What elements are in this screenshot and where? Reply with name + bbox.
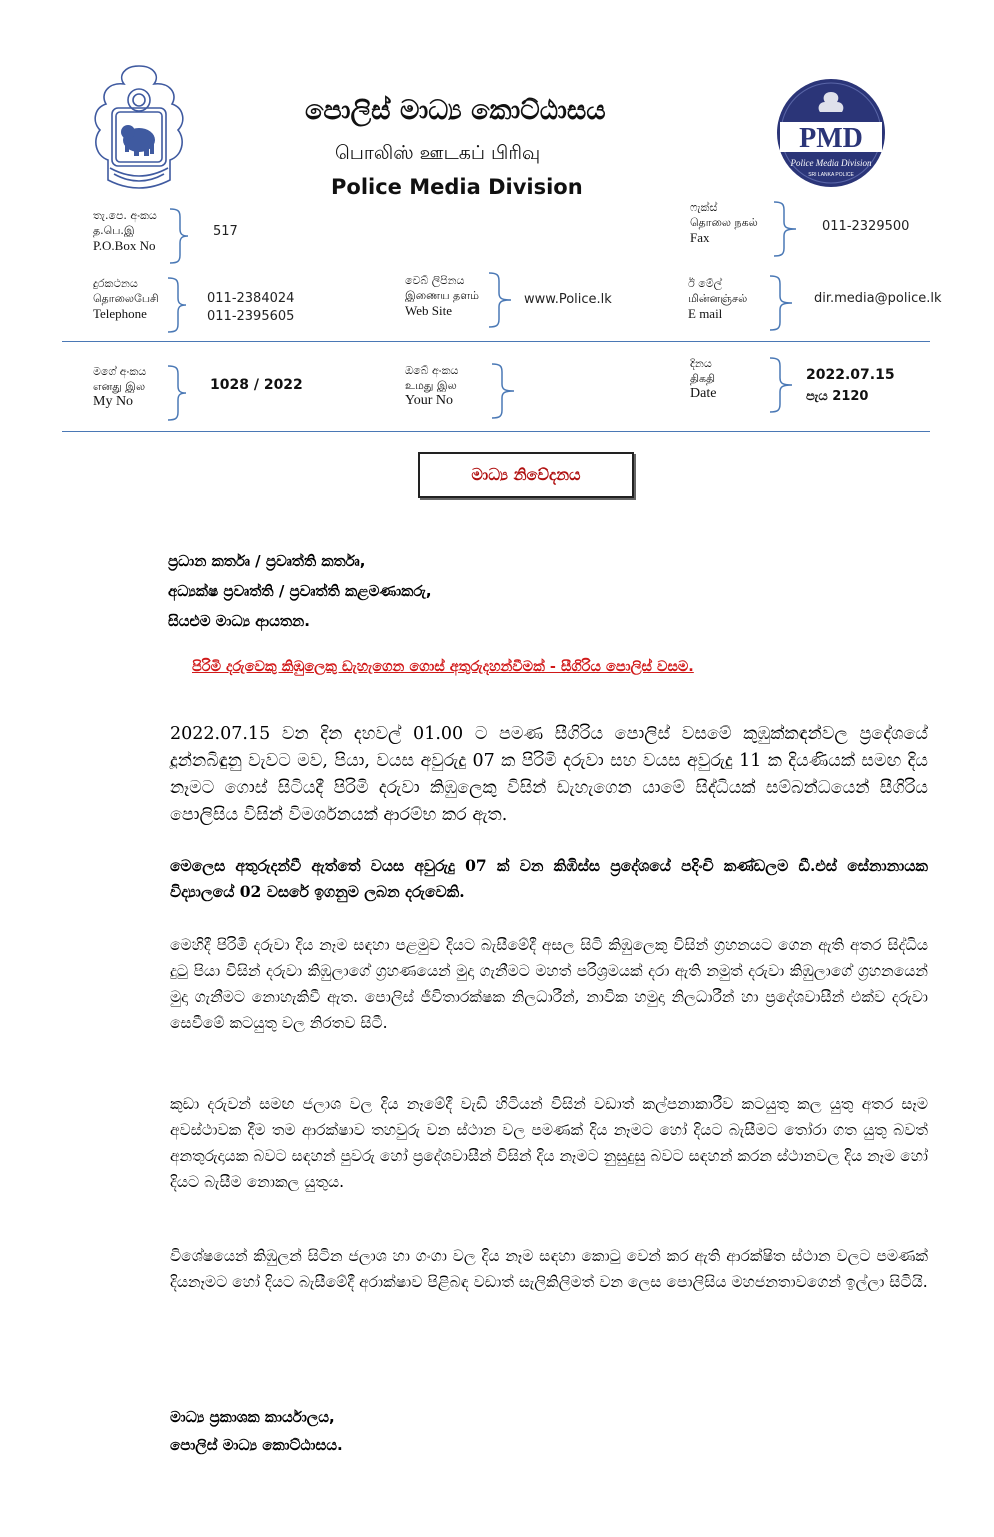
signature-block bbox=[170, 1403, 343, 1459]
pmd-logo-subtext: Police Media Division bbox=[790, 158, 872, 168]
addressee-line: සියළුම මාධ්‍ය ආයතන. bbox=[168, 612, 310, 630]
addressee-line: ප්‍රධාන කර්තෘ / ප්‍රවෘත්ති කර්තෘ, bbox=[168, 552, 366, 570]
pobox-value: 517 bbox=[213, 224, 238, 239]
pobox-brace bbox=[168, 207, 192, 265]
reference-divider bbox=[62, 431, 930, 432]
telephone-brace bbox=[166, 276, 190, 334]
addressee-line: අධ්‍යක්ෂ ප්‍රවෘත්ති / ප්‍රවෘත්ති කළමණාකරු, bbox=[168, 582, 432, 600]
website-value: www.Police.lk bbox=[524, 292, 612, 307]
doc-type-label: මාධ්‍ය නිවේදනය bbox=[471, 465, 581, 484]
header-title-si: පොලිස් මාධ්‍ය කොට්ඨාසය bbox=[305, 95, 606, 126]
pobox-label: තැ.පෙ. අංකය த.பெ.இ P.O.Box No bbox=[93, 209, 157, 253]
fax-label: ෆැක්ස් தொலை நகல் Fax bbox=[690, 201, 758, 245]
pmd-logo-bottom: SRI LANKA POLICE bbox=[808, 172, 854, 178]
my-no-label: මගේ අංකය எனது இல My No bbox=[93, 365, 147, 409]
fax-brace bbox=[772, 200, 800, 258]
date-brace bbox=[768, 356, 796, 414]
signature-line: පොලිස් මාධ්‍ය කොට්ඨාසය. bbox=[170, 1436, 343, 1454]
signature-line: මාධ්‍ය ප්‍රකාශක කාර්යාලය, bbox=[170, 1408, 335, 1426]
fax-value: 011-2329500 bbox=[822, 219, 910, 234]
body-paragraph-2: මෙලෙස අතුරුදන්වී ඇත්තේ වයස අවුරුදු 07 ක් වන කිඹිස්ස ප්‍රදේශයේ පදිංචි කණ්ඩලම ඩී.එස් සේනානායක විද්‍යාලයේ 02 වසරේ ඉගනුම ලබන දරුවෙකි. bbox=[170, 856, 928, 901]
email-value: dir.media@police.lk bbox=[814, 291, 942, 306]
your-no-label: ඔබේ අංකය உமது இல Your No bbox=[405, 364, 459, 408]
date-value: 2022.07.15 bbox=[806, 367, 895, 383]
my-no-value: 1028 / 2022 bbox=[210, 377, 303, 393]
doc-type-box bbox=[418, 452, 634, 498]
addressees bbox=[168, 546, 432, 636]
website-label: වෙබ් ලිපිනය இணைய தளம் Web Site bbox=[405, 274, 479, 318]
time-value: පැය 2120 bbox=[806, 389, 869, 404]
body-paragraph-3: මෙහිදී පිරිමි දරුවා දිය නෑම සඳහා පළමුව දියට බැසීමේදී අසල සිටි කිඹුලෙකු විසින් ග්‍රහනයට ගෙන ඇති අතර සිද්ධිය දුටු පියා විසින් දරුවා කිඹුලාගේ ග්‍රහණයෙන් මුදා ගැනීමට මහත් පරිශ්‍රමයක් දරා ඇති නමුත් දරුවා කිඹුලාගේ ග්‍රහනයෙන් මුදා ගැනීමට නොහැකිවී ඇත. පොලිස් ජීවිතාරක්ෂක නිලධාරීන්, නාවික හමුදා නිලධාරීන් හා ප්‍රදේශවාසීන් එක්ව දරුවා සෙවීමේ කටයුතු වල නිරතව සිටී. bbox=[170, 936, 928, 1032]
header-divider bbox=[62, 341, 930, 342]
telephone-value-1: 011-2384024 bbox=[207, 291, 295, 306]
telephone-label: දුරකථනය தொலைபேசி Telephone bbox=[93, 277, 159, 321]
date-label: දිනය திகதி Date bbox=[690, 357, 717, 401]
email-label: ඊ මේල් மின்னஞ்சல் E mail bbox=[688, 277, 748, 321]
pmd-logo bbox=[776, 78, 886, 188]
body-paragraph-1: 2022.07.15 වන දින දහවල් 01.00 ට පමණ සීගිරිය පොලිස් වසමේ කුඹුක්කඳන්වල ප්‍රදේශයේ දූන්නබිඳුනු වැවට මව, පියා, වයස අවුරුදු 07 ක පිරිමි දරුවා සහ වයස අවුරුදු 11 ක දියණියක් සමඟ දිය නෑමට ගොස් සිටියදී පිරිමි දරුවා කිඹුලෙකු විසින් ඩැහැගෙන යාමේ සිද්ධියක් සම්බන්ධයෙන් සීගිරිය පොලිසිය විසින් විමර්ශනයක් ආරම්භ කර ඇත. bbox=[170, 724, 928, 825]
police-emblem-logo bbox=[88, 60, 190, 198]
your-no-brace bbox=[490, 362, 518, 420]
telephone-value-2: 011-2395605 bbox=[207, 309, 295, 324]
website-brace bbox=[487, 271, 515, 329]
header-title-en: Police Media Division bbox=[331, 175, 583, 199]
headline: පිරිමි දරුවෙකු කිඹුලෙකු ඩැහැගෙන ගොස් අතුරුදහන්වීමක් - සීගිරිය පොලිස් වසම. bbox=[192, 659, 694, 675]
body-paragraph-4: කුඩා දරුවන් සමඟ ජලාශ වල දිය නෑමේදී වැඩි හිටියන් විසින් වඩාත් කල්පනාකාරීව කටයුතු කල යුතු අතර සෑම අවස්ථාවක දීම තම ආරක්ෂාව තහවුරු වන ස්ථාන වල පමණක් දිය නෑමට හෝ දියට බැසීමට තෝරා ගත යුතු බවත් අනතුරුදායක බවට සඳහන් පුවරු හෝ ප්‍රදේශවාසීන් විසින් දිය නෑමට නුසුදුසු බවට සඳහන් කරන ස්ථානවල දිය නෑම හෝ දියට බැසීම නොකල යුතුය. bbox=[170, 1095, 928, 1191]
header-title-ta: பொலிஸ் ஊடகப் பிரிவு bbox=[335, 142, 541, 164]
body-paragraph-5: විශේෂයෙන් කිඹුලන් සිටින ජලාශ හා ගංගා වල දිය නෑම සඳහා කොටු වෙන් කර ඇති ආරක්ෂිත ස්ථාන වලට පමණක් දියනෑමට හෝ දියට බැසීමේදී අරාක්ෂාව පිළිබඳ වඩාත් සැලිකිලිමත් වන ලෙස පොලිසිය මහජනතාවගෙන් ඉල්ලා සිටියි. bbox=[170, 1247, 928, 1291]
email-brace bbox=[768, 274, 796, 332]
pmd-logo-text: PMD bbox=[799, 123, 863, 154]
my-no-brace bbox=[166, 364, 190, 422]
